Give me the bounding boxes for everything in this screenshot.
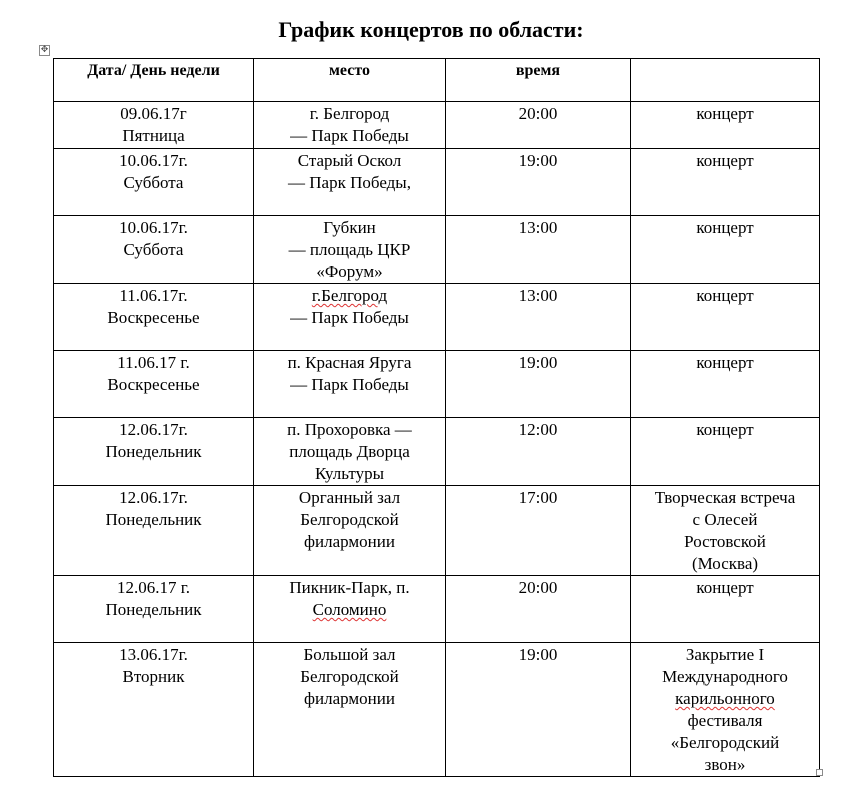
table-row bbox=[54, 351, 820, 418]
place-line: Пикник-Парк, п. bbox=[289, 578, 410, 597]
time-text: 17:00 bbox=[518, 488, 558, 507]
time-cell bbox=[446, 576, 631, 643]
place-line: площадь Дворца bbox=[289, 442, 410, 461]
event-cell bbox=[631, 149, 820, 216]
place-cell bbox=[254, 284, 446, 351]
event-cell bbox=[631, 216, 820, 284]
place-line: п. Прохоровка — bbox=[287, 420, 412, 439]
event-line: карильонного bbox=[675, 689, 775, 708]
place-line: «Форум» bbox=[316, 262, 383, 281]
date-text: 10.06.17г. bbox=[119, 218, 188, 237]
place-line: г.Белгород bbox=[311, 286, 388, 305]
time-cell bbox=[446, 102, 631, 149]
place-cell bbox=[254, 643, 446, 777]
time-text: 13:00 bbox=[518, 286, 558, 305]
place-line: Старый Оскол bbox=[297, 151, 402, 170]
place-cell bbox=[254, 216, 446, 284]
table-row bbox=[54, 149, 820, 216]
date-cell bbox=[54, 418, 254, 486]
header-date-day: Дата/ День недели bbox=[54, 59, 254, 102]
date-text: 12.06.17 г. bbox=[116, 578, 191, 597]
table-row bbox=[54, 418, 820, 486]
table-row bbox=[54, 102, 820, 149]
event-cell bbox=[631, 643, 820, 777]
place-line: г. Белгород bbox=[309, 104, 390, 123]
weekday-text: Пятница bbox=[122, 126, 185, 145]
date-text: 12.06.17г. bbox=[119, 488, 188, 507]
table-move-handle-icon[interactable]: ✥ bbox=[40, 45, 49, 55]
date-text: 13.06.17г. bbox=[119, 645, 188, 664]
event-line: Ростовской bbox=[684, 532, 766, 551]
place-line: — Парк Победы, bbox=[288, 173, 411, 192]
time-text: 20:00 bbox=[518, 578, 558, 597]
time-text: 20:00 bbox=[518, 104, 558, 123]
date-cell bbox=[54, 216, 254, 284]
event-line: (Москва) bbox=[691, 554, 759, 573]
event-line: Творческая встреча bbox=[654, 488, 796, 507]
place-line: — Парк Победы bbox=[290, 375, 409, 394]
event-cell bbox=[631, 102, 820, 149]
date-text: 09.06.17г bbox=[120, 104, 187, 123]
time-text: 13:00 bbox=[518, 218, 558, 237]
date-text: 12.06.17г. bbox=[119, 420, 188, 439]
event-line: звон» bbox=[704, 755, 746, 774]
table-row bbox=[54, 486, 820, 576]
weekday-text: Суббота bbox=[123, 173, 184, 192]
place-cell bbox=[254, 418, 446, 486]
weekday-text: Понедельник bbox=[105, 510, 202, 529]
page-title: График концертов по области: bbox=[278, 17, 584, 42]
place-line: — Парк Победы bbox=[290, 126, 409, 145]
event-line: фестиваля bbox=[687, 711, 763, 730]
event-line: концерт bbox=[696, 420, 754, 439]
place-line: Белгородской bbox=[300, 667, 399, 686]
event-line: концерт bbox=[696, 353, 754, 372]
event-line: концерт bbox=[696, 104, 754, 123]
table-row bbox=[54, 216, 820, 284]
header-event bbox=[631, 59, 820, 102]
time-cell bbox=[446, 351, 631, 418]
place-line: Культуры bbox=[314, 464, 385, 483]
table-row bbox=[54, 284, 820, 351]
place-line: п. Красная Яруга bbox=[287, 353, 412, 372]
time-text: 19:00 bbox=[518, 645, 558, 664]
place-line: — Парк Победы bbox=[290, 308, 409, 327]
event-line: концерт bbox=[696, 578, 754, 597]
place-line: Органный зал bbox=[298, 488, 401, 507]
date-text: 10.06.17г. bbox=[119, 151, 188, 170]
event-line: Международного bbox=[662, 667, 788, 686]
place-line: Соломино bbox=[312, 600, 387, 619]
concert-schedule-table bbox=[53, 58, 820, 777]
event-line: с Олесей bbox=[692, 510, 758, 529]
header-place: место bbox=[254, 59, 446, 102]
place-line: Губкин bbox=[323, 218, 376, 237]
place-line: — площадь ЦКР bbox=[288, 240, 411, 259]
time-cell bbox=[446, 643, 631, 777]
event-line: концерт bbox=[696, 151, 754, 170]
time-cell bbox=[446, 284, 631, 351]
place-line: Белгородской bbox=[300, 510, 399, 529]
header-time: время bbox=[446, 59, 631, 102]
place-cell bbox=[254, 351, 446, 418]
event-line: Закрытие I bbox=[685, 645, 765, 664]
event-cell bbox=[631, 284, 820, 351]
place-cell bbox=[254, 576, 446, 643]
place-cell bbox=[254, 102, 446, 149]
date-cell bbox=[54, 576, 254, 643]
table-row bbox=[54, 576, 820, 643]
time-cell bbox=[446, 486, 631, 576]
weekday-text: Понедельник bbox=[105, 442, 202, 461]
date-text: 11.06.17г. bbox=[119, 286, 188, 305]
time-cell bbox=[446, 149, 631, 216]
event-line: концерт bbox=[696, 286, 754, 305]
event-cell bbox=[631, 351, 820, 418]
date-cell bbox=[54, 643, 254, 777]
weekday-text: Вторник bbox=[122, 667, 185, 686]
time-text: 19:00 bbox=[518, 353, 558, 372]
event-line: концерт bbox=[696, 218, 754, 237]
table-header-row bbox=[54, 59, 820, 102]
date-cell bbox=[54, 284, 254, 351]
date-cell bbox=[54, 149, 254, 216]
time-text: 19:00 bbox=[518, 151, 558, 170]
date-text: 11.06.17 г. bbox=[117, 353, 190, 372]
table-resize-handle[interactable] bbox=[816, 769, 823, 776]
time-cell bbox=[446, 216, 631, 284]
date-cell bbox=[54, 486, 254, 576]
place-line: филармонии bbox=[304, 689, 395, 708]
table-row bbox=[54, 643, 820, 777]
place-cell bbox=[254, 486, 446, 576]
weekday-text: Понедельник bbox=[105, 600, 202, 619]
place-line: филармонии bbox=[304, 532, 395, 551]
time-cell bbox=[446, 418, 631, 486]
place-line: Большой зал bbox=[303, 645, 396, 664]
event-cell bbox=[631, 576, 820, 643]
place-cell bbox=[254, 149, 446, 216]
event-cell bbox=[631, 418, 820, 486]
weekday-text: Воскресенье bbox=[107, 308, 200, 327]
event-line: «Белгородский bbox=[670, 733, 780, 752]
date-cell bbox=[54, 102, 254, 149]
weekday-text: Суббота bbox=[123, 240, 184, 259]
weekday-text: Воскресенье bbox=[107, 375, 200, 394]
event-cell bbox=[631, 486, 820, 576]
date-cell bbox=[54, 351, 254, 418]
time-text: 12:00 bbox=[518, 420, 558, 439]
